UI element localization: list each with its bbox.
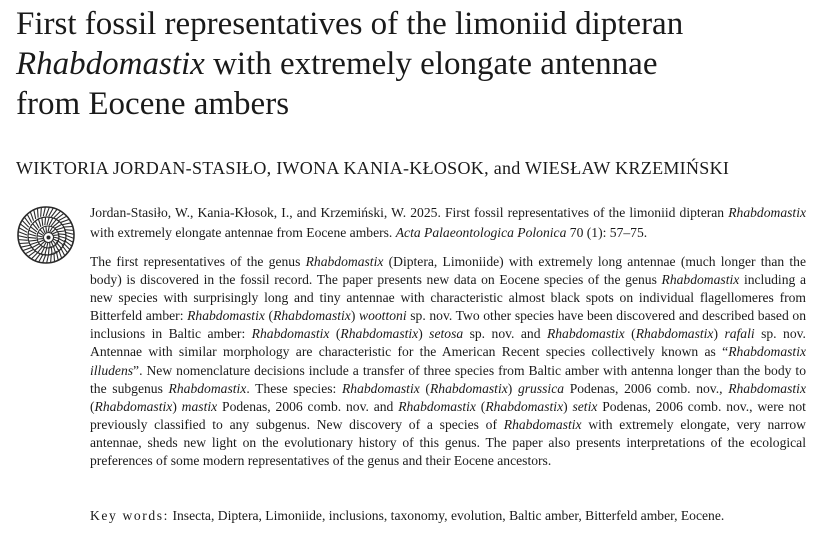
abstract-text: Podenas, 2006 comb. nov. [564,380,720,396]
ammonite-icon [14,202,78,266]
journal-name: Acta Palaeontologica Polonica [395,225,567,240]
abstract-text: ( [329,326,341,342]
author-list: WIKTORIA JORDAN-STASIŁO, IWONA KANIA-KŁOSOK, and WIESŁAW KRZEMIŃSKI [16,158,730,178]
abstract-text: ( [264,308,274,324]
abstract-text: ) [172,398,182,414]
taxon-name: Rhabdomastix [251,326,330,342]
taxon-name: Rhabdomastix [485,398,564,414]
keywords [90,506,806,526]
keywords-list: Insecta, Diptera, Limoniide, inclusions, taxonomy, evolution, Baltic amber, Bitterfeld amber, Eocene. [169,508,725,523]
abstract-text: Podenas, 2006 comb. nov. and [217,398,399,414]
taxon-name: rafali [724,326,755,342]
abstract-text: sp. nov. and [463,326,547,342]
abstract-text: including a new species with surprisingly long and tiny antennae with characteristic almost black spots on individual flagellomeres from Bitterfeld amber: [90,272,806,324]
title-line-1: First fossil representatives of the limoniid dipteran [16,6,684,42]
abstract-text: ) [350,308,360,324]
abstract [90,253,806,470]
title-line-2: with extremely elongate antennae [204,46,658,82]
abstract-text: ( [90,398,95,414]
taxon-name: Rhabdomastix [168,380,247,396]
abstract-text: , [719,380,729,396]
abstract-text: ) [563,398,573,414]
taxon-name: grussica [517,380,565,396]
abstract-text: The first representatives of the genus [90,254,306,269]
abstract-text: ) [418,326,430,342]
taxon-name: woottoni [359,308,407,324]
title-line-3: from Eocene ambers [16,86,290,122]
abstract-text: ( [475,398,486,414]
article-title [16,4,816,124]
citation-volume: 70 (1): 57–75. [566,225,648,240]
abstract-text: sp. nov. Two other species have been discovered and described based on inclusions in Baltic amber: [90,308,806,342]
taxon-name: Rhabdomastix [341,380,420,396]
citation-text: Jordan-Stasiło, W., Kania-Kłosok, I., and Krzemiński, W. 2025. First fossil representatives of the limoniid dipteran [90,205,729,220]
taxon-name: Rhabdomastix [503,416,582,432]
taxon-name: Rhabdomastix [635,326,714,342]
taxon-name: Rhabdomastix [273,308,351,324]
citation-text: with extremely elongate antennae from Eocene ambers. [90,225,396,240]
taxon-name: Rhabdomastix [305,254,384,269]
taxon-name: Rhabdomastix [546,326,625,342]
keywords-label: Key words: [90,508,170,523]
abstract-text: ) [713,326,725,342]
taxon-name: setix [572,398,598,414]
citation-genus: Rhabdomastix [728,205,806,220]
taxon-name: Rhabdomastix [187,308,265,324]
taxon-name: Rhabdomastix [661,272,740,288]
abstract-text: sp. nov. Antennae with similar morphology are characteristic for the American Recent species collectively known as “ [90,326,806,360]
taxon-name: Rhabdomastix illudens [90,344,806,378]
taxon-name: Rhabdomastix [94,398,173,414]
taxon-name: Rhabdomastix [340,326,419,342]
citation [90,203,806,243]
abstract-text: . These species: [246,380,342,396]
taxon-name: Rhabdomastix [429,380,508,396]
abstract-text: ”. New nomenclature decisions include a transfer of three species from Baltic amber with antenna longer than the body to the subgenus [90,362,806,396]
abstract-text: (Diptera, Limoniide) with extremely long antennae (much longer than the body) is discovered in the fossil record. The paper presents new data on Eocene species of the genus [90,254,806,288]
abstract-text: ) [507,380,518,396]
abstract-text: with extremely elongate, very narrow antennae, sheds new light on the evolutionary history of this genus. The paper also presents interpretations of the ecological preferences of some modern representatives of the genus and their Eocene ancestors. [90,416,806,469]
taxon-name: mastix [181,398,218,414]
abstract-text: ( [419,380,430,396]
title-genus: Rhabdomastix [16,46,205,82]
abstract-text: ( [624,326,636,342]
taxon-name: Rhabdomastix [728,380,806,396]
abstract-text: Podenas, 2006 comb. nov., were not previously classified to any subgenus. New discovery of a species of [90,398,806,432]
taxon-name: setosa [429,326,464,342]
taxon-name: Rhabdomastix [398,398,476,414]
